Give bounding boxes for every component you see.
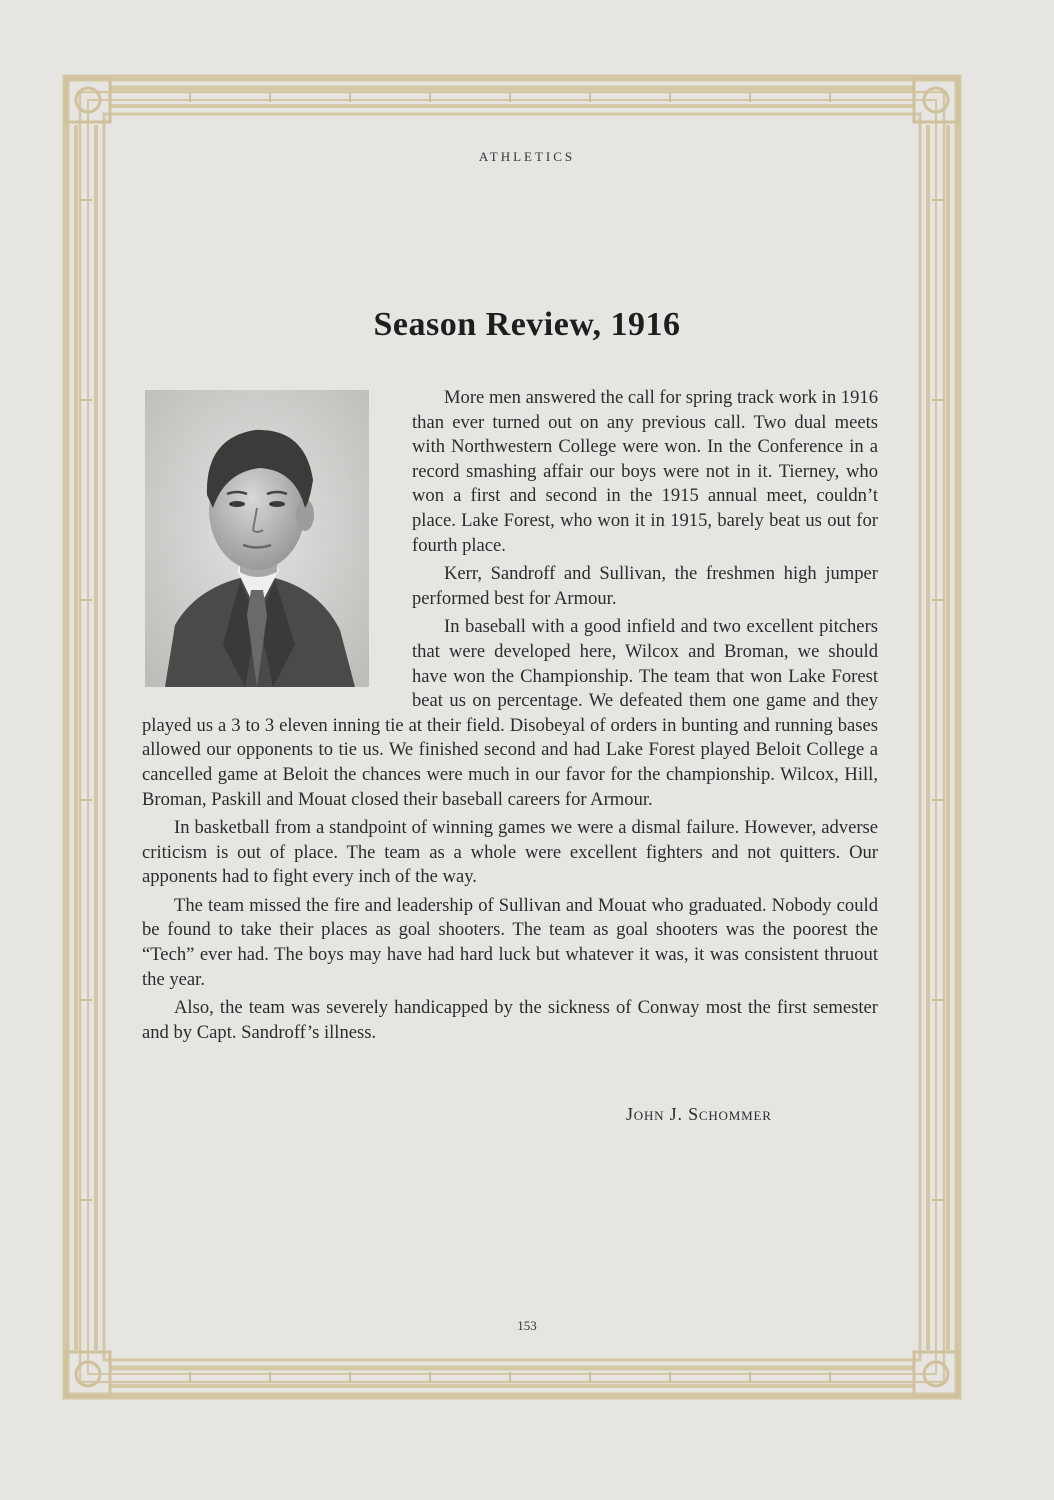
paragraph-baseball: In baseball with a good infield and two excellent pitchers that were developed here, Wilcox and Broman, we should have won the Championship. The team that won Lake Forest beat us on percentage. We defeated them one game and they played us a 3 to 3 eleven inning tie at their field. Disobeyal of orders in bunting and running bases allowed our opponents to tie us. We finished second and had Lake Forest played Beloit College a cancelled game at Beloit the chances were much in our favor for the championship. Wilcox, Hill, Broman, Paskill and Mouat closed their baseball careers for Armour.	[142, 616, 878, 810]
photo-wrap-space	[142, 386, 412, 704]
article-title: Season Review, 1916	[373, 306, 681, 343]
page-number: 153	[517, 1318, 537, 1333]
paragraph-illness: Also, the team was severely handicapped by the sickness of Conway most the first semester and by Capt. Sandroff’s illness.	[142, 997, 878, 1043]
running-header: ATHLETICS	[478, 149, 576, 164]
paragraph-basketball: In basketball from a standpoint of winning games we were a dismal failure. However, adverse criticism is out of place. The team as a whole were excellent fighters and not quitters. Our apponents had to fight every inch of the way.	[142, 817, 878, 888]
paragraph-track: More men answered the call for spring track work in 1916 than ever turned out on any previous call. Two dual meets with Northwestern College were won. In the Conference in a record smashing affair our boys were not in it. Tierney, who won a first and second in the 1915 annual meet, couldn’t place. Lake Forest, who won it in 1915, barely beat us out for fourth place.	[412, 387, 878, 556]
paragraph-graduates: The team missed the fire and leadership of Sullivan and Mouat who graduated. Nobody could be found to take their places as goal shooters. The team as goal shooters was the poorest the “Tech” ever had. The boys may have had hard luck but whatever it was, it was consistent thruout the year.	[142, 894, 878, 990]
paragraph-high-jump: Kerr, Sandroff and Sullivan, the freshmen high jumper performed best for Armour.	[412, 563, 878, 609]
author-signature: John J. Schommer	[626, 1104, 772, 1124]
article-body	[142, 386, 878, 1049]
